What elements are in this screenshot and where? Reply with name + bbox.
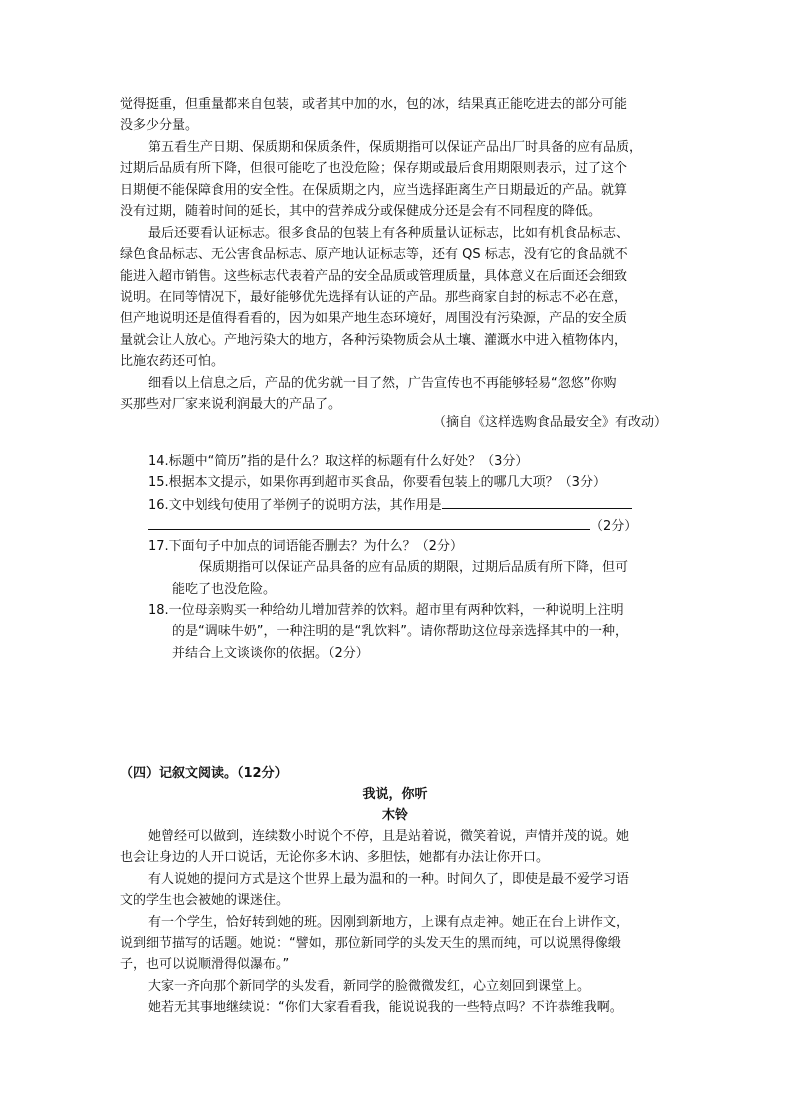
question-17-quote: 保质期指可以保证产品具备的应有品质的期限，过期后品质有所下降，但可 — [199, 560, 629, 575]
article-line: 她曾经可以做到，连续数小时说个不停，且是站着说，微笑着说，声情并茂的说。她 — [148, 829, 630, 844]
article-line: 子，也可以说顺滑得似瀑布。” — [120, 957, 290, 972]
article-line: 有人说她的提问方式是这个世界上最为温和的一种。时间久了，即使是最不爱学习语 — [148, 872, 630, 887]
section-heading: （四）记叙文阅读。（12分） — [120, 766, 288, 781]
passage-line: 细看以上信息之后，产品的优劣就一目了然，广告宣传也不再能够轻易“忽悠”你购 — [148, 376, 617, 391]
passage-line: 比施农药还可怕。 — [120, 354, 225, 369]
question-18: 18.一位母亲购买一种给幼儿增加营养的饮料。超市里有两种饮料，一种说明上注明 — [148, 603, 624, 618]
passage-line: 第五看生产日期、保质期和保质条件，保质期指可以保证产品出厂时具备的应有品质， — [148, 140, 643, 155]
article-line: 大家一齐向那个新同学的头发看，新同学的脸微微发红，心立刻回到课堂上。 — [148, 979, 591, 994]
passage-line: 觉得挺重，但重量都来自包装，或者其中加的水，包的冰，结果真正能吃进去的部分可能 — [120, 97, 628, 112]
question-16-score: （2分） — [590, 519, 638, 534]
passage-line: 日期便不能保障食用的安全性。在保质期之内，应当选择距离生产日期最近的产品。就算 — [120, 183, 628, 198]
question-15: 15.根据本文提示，如果你再到超市买食品，你要看包装上的哪几大项？（3分） — [148, 475, 606, 490]
article-title: 我说，你听 — [362, 787, 428, 802]
answer-blank[interactable] — [442, 494, 632, 509]
article-line: 说到细节描写的话题。她说：“譬如，那位新同学的头发天生的黑而纯，可以说黑得像缎 — [120, 936, 621, 951]
question-16-text: 16.文中划线句使用了举例子的说明方法，其作用是 — [148, 498, 442, 513]
passage-line: 没多少分量。 — [120, 118, 199, 133]
question-18: 并结合上文谈谈你的依据。（2分） — [172, 646, 369, 661]
source-citation: （摘自《这样选购食品最安全》有改动） — [433, 415, 668, 430]
passage-line: 绿色食品标志、无公害食品标志、原产地认证标志等，还有 QS 标志，没有它的食品就不 — [120, 247, 628, 262]
passage-line: 量就会让人放心。产地污染大的地方，各种污染物质会从土壤、灌溉水中进入植物体内， — [120, 333, 628, 348]
passage-line: 但产地说明还是值得看看的，因为如果产地生态环境好，周围没有污染源，产品的安全质 — [120, 311, 628, 326]
answer-blank[interactable] — [148, 515, 590, 530]
question-17-quote: 能吃了也没危险。 — [172, 582, 277, 597]
passage-line: 没有过期，随着时间的延长，其中的营养成分或保健成分还是会有不同程度的降低。 — [120, 204, 602, 219]
question-16 — [148, 494, 632, 516]
question-16-second-line — [148, 515, 637, 537]
passage-line: 最后还要看认证标志。很多食品的包装上有各种质量认证标志，比如有机食品标志、 — [148, 226, 630, 241]
article-line: 有一个学生，恰好转到她的班。因刚到新地方，上课有点走神。她正在台上讲作文， — [148, 915, 630, 930]
question-18: 的是“调味牛奶”，一种注明的是“乳饮料”。请你帮助这位母亲选择其中的一种， — [172, 624, 628, 639]
passage-line: 能进入超市销售。这些标志代表着产品的安全品质或管理质量，具体意义在后面还会细致 — [120, 269, 628, 284]
passage-line: 买那些对厂家来说利润最大的产品了。 — [120, 397, 342, 412]
article-author: 木铃 — [381, 808, 408, 823]
passage-line: 说明。在同等情况下，最好能够优先选择有认证的产品。那些商家自封的标志不必在意， — [120, 290, 628, 305]
question-14: 14.标题中“简历”指的是什么？取这样的标题有什么好处？（3分） — [148, 454, 529, 469]
article-line: 也会让身边的人开口说话，无论你多木讷、多胆怯，她都有办法让你开口。 — [120, 850, 550, 865]
question-17: 17.下面句子中加点的词语能否删去？为什么？（2分） — [148, 539, 463, 554]
passage-line: 过期后品质有所下降，但很可能吃了也没危险；保存期或最后食用期限则表示，过了这个 — [120, 161, 628, 176]
article-line: 她若无其事地继续说：“你们大家看看我，能说说我的一些特点吗？不许恭维我啊。 — [148, 1000, 623, 1015]
article-line: 文的学生也会被她的课迷住。 — [120, 893, 290, 908]
